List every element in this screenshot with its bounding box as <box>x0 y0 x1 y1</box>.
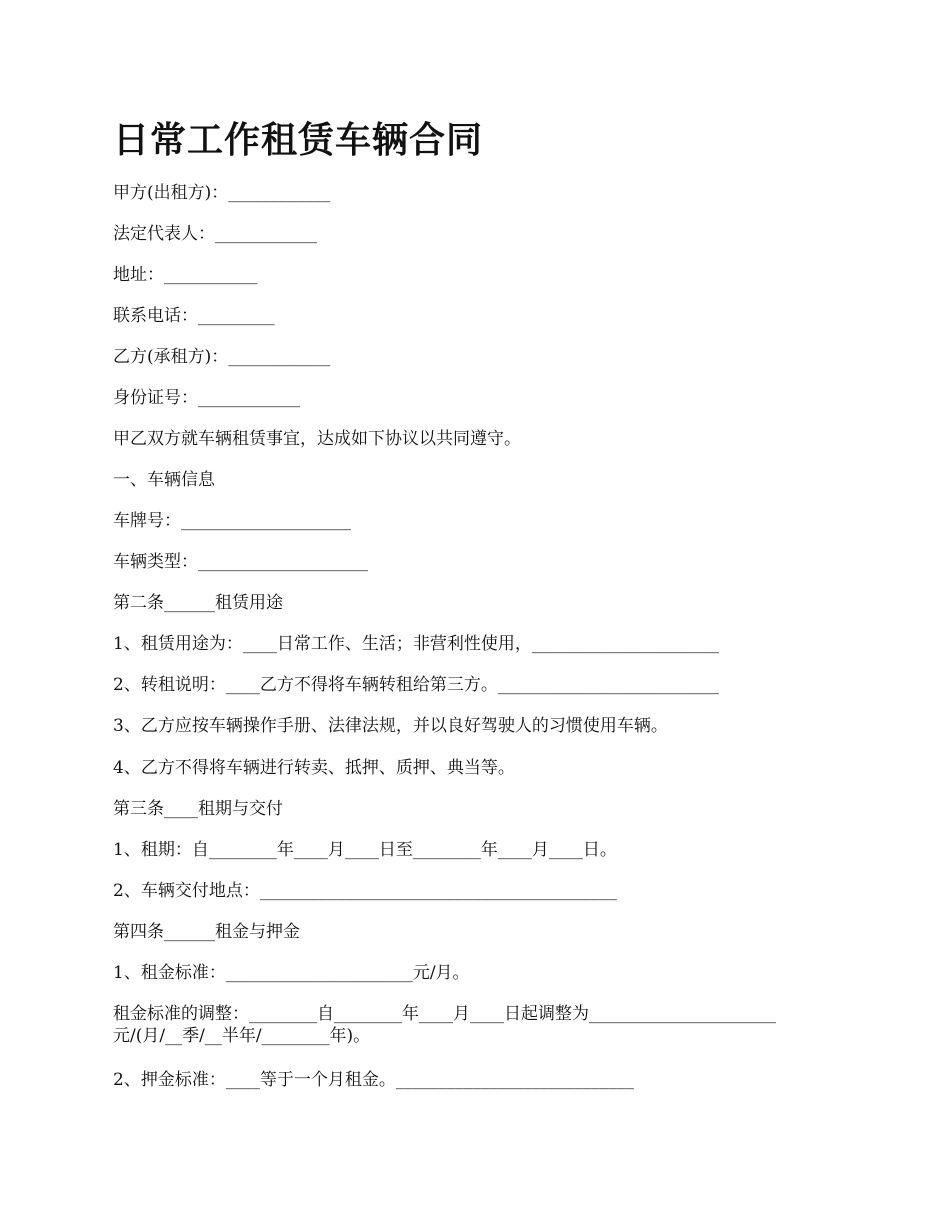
agreement-intro: 甲乙双方就车辆租赁事宜，达成如下协议以共同遵守。 <box>113 429 521 449</box>
article-2-heading: 第二条______租赁用途 <box>113 593 283 613</box>
article-3-heading: 第三条____租期与交付 <box>113 799 283 819</box>
article-3-clause-1: 1、租期：自________年____月____日至________年____月____日。 <box>113 840 617 860</box>
article-2-clause-2: 2、转租说明：____乙方不得将车辆转租给第三方。__________________________ <box>113 675 719 695</box>
party-a-line: 甲方(出租方)：____________ <box>113 183 331 203</box>
article-2-clause-4: 4、乙方不得将车辆进行转卖、抵押、质押、典当等。 <box>113 758 515 778</box>
vehicle-type-line: 车辆类型：____________________ <box>113 552 368 572</box>
article-4-clause-2: 2、押金标准：____等于一个月租金。____________________________ <box>113 1070 634 1090</box>
article-2-clause-3: 3、乙方应按车辆操作手册、法律法规，并以良好驾驶人的习惯使用车辆。 <box>113 716 668 736</box>
legal-rep-line: 法定代表人：____________ <box>113 224 317 244</box>
section-vehicle-info: 一、车辆信息 <box>113 470 215 490</box>
article-2-clause-1: 1、租赁用途为：____日常工作、生活；非营利性使用，______________________ <box>113 634 719 654</box>
article-4-clause-1: 1、租金标准：______________________元/月。 <box>113 963 470 983</box>
party-b-line: 乙方(承租方)：____________ <box>113 347 331 367</box>
article-4-heading: 第四条______租金与押金 <box>113 922 300 942</box>
plate-number-line: 车牌号：____________________ <box>113 511 351 531</box>
article-3-clause-2: 2、车辆交付地点：__________________________________________ <box>113 881 617 901</box>
rent-adjustment-paragraph: 租金标准的调整：________自________年____月____日起调整为______________________元/(月/__季/__半年/________年)。 <box>113 1004 776 1046</box>
id-number-line: 身份证号：____________ <box>113 388 300 408</box>
address-line: 地址：___________ <box>113 265 258 285</box>
phone-line: 联系电话：_________ <box>113 306 275 326</box>
document-title: 日常工作租赁车辆合同 <box>113 119 484 161</box>
